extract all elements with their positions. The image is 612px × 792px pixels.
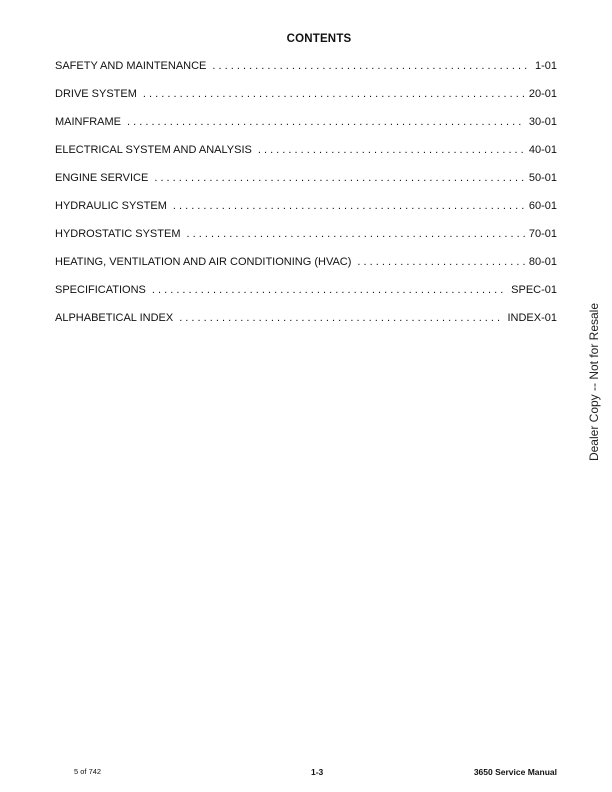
toc-dot-leader [127, 116, 525, 128]
toc-entry-title: SPECIFICATIONS [55, 284, 146, 296]
toc-dot-leader [187, 228, 525, 240]
toc-dot-leader [143, 88, 525, 100]
toc-dot-leader [154, 172, 525, 184]
toc-entry-page: 80-01 [528, 256, 557, 268]
toc-dot-leader [212, 60, 531, 72]
toc-entry-page: 30-01 [528, 116, 557, 128]
toc-entry-page: 50-01 [528, 172, 557, 184]
toc-entry-drive-system[interactable] [55, 88, 557, 116]
toc-entry-page: 60-01 [528, 200, 557, 212]
page-title: CONTENTS [286, 33, 352, 45]
toc-entry-title: MAINFRAME [55, 116, 121, 128]
page-footer [0, 767, 612, 781]
toc-dot-leader [357, 256, 524, 268]
toc-entry-title: DRIVE SYSTEM [55, 88, 137, 100]
toc-entry-page: INDEX-01 [507, 312, 557, 324]
toc-entry-hydrostatic-system[interactable] [55, 228, 557, 256]
footer-manual-title: 3650 Service Manual [473, 767, 557, 777]
toc-dot-leader [152, 284, 507, 296]
toc-entry-title: ELECTRICAL SYSTEM AND ANALYSIS [55, 144, 252, 156]
toc-entry-title: HEATING, VENTILATION AND AIR CONDITIONING (HVAC) [55, 256, 352, 268]
toc-entry-electrical-system[interactable] [55, 144, 557, 172]
table-of-contents [55, 60, 557, 340]
toc-entry-hydraulic-system[interactable] [55, 200, 557, 228]
toc-dot-leader [173, 200, 525, 212]
toc-entry-alphabetical-index[interactable] [55, 312, 557, 340]
toc-entry-title: SAFETY AND MAINTENANCE [55, 60, 207, 72]
footer-page-number: 1-3 [311, 767, 324, 777]
toc-entry-specifications[interactable] [55, 284, 557, 312]
toc-entry-title: HYDRAULIC SYSTEM [55, 200, 167, 212]
toc-entry-page: 40-01 [528, 144, 557, 156]
toc-entry-engine-service[interactable] [55, 172, 557, 200]
toc-entry-mainframe[interactable] [55, 116, 557, 144]
toc-entry-page: 70-01 [528, 228, 557, 240]
toc-entry-title: HYDROSTATIC SYSTEM [55, 228, 181, 240]
toc-entry-title: ALPHABETICAL INDEX [55, 312, 174, 324]
footer-page-count: 5 of 742 [74, 767, 102, 776]
toc-entry-title: ENGINE SERVICE [55, 172, 149, 184]
toc-dot-leader [258, 144, 525, 156]
toc-entry-safety-and-maintenance[interactable] [55, 60, 557, 88]
toc-entry-page: SPEC-01 [511, 284, 557, 296]
toc-entry-hvac[interactable] [55, 256, 557, 284]
toc-entry-page: 1-01 [534, 60, 557, 72]
toc-entry-page: 20-01 [528, 88, 557, 100]
dealer-copy-watermark: Dealer Copy -- Not for Resale [587, 302, 601, 462]
toc-dot-leader [179, 312, 503, 324]
